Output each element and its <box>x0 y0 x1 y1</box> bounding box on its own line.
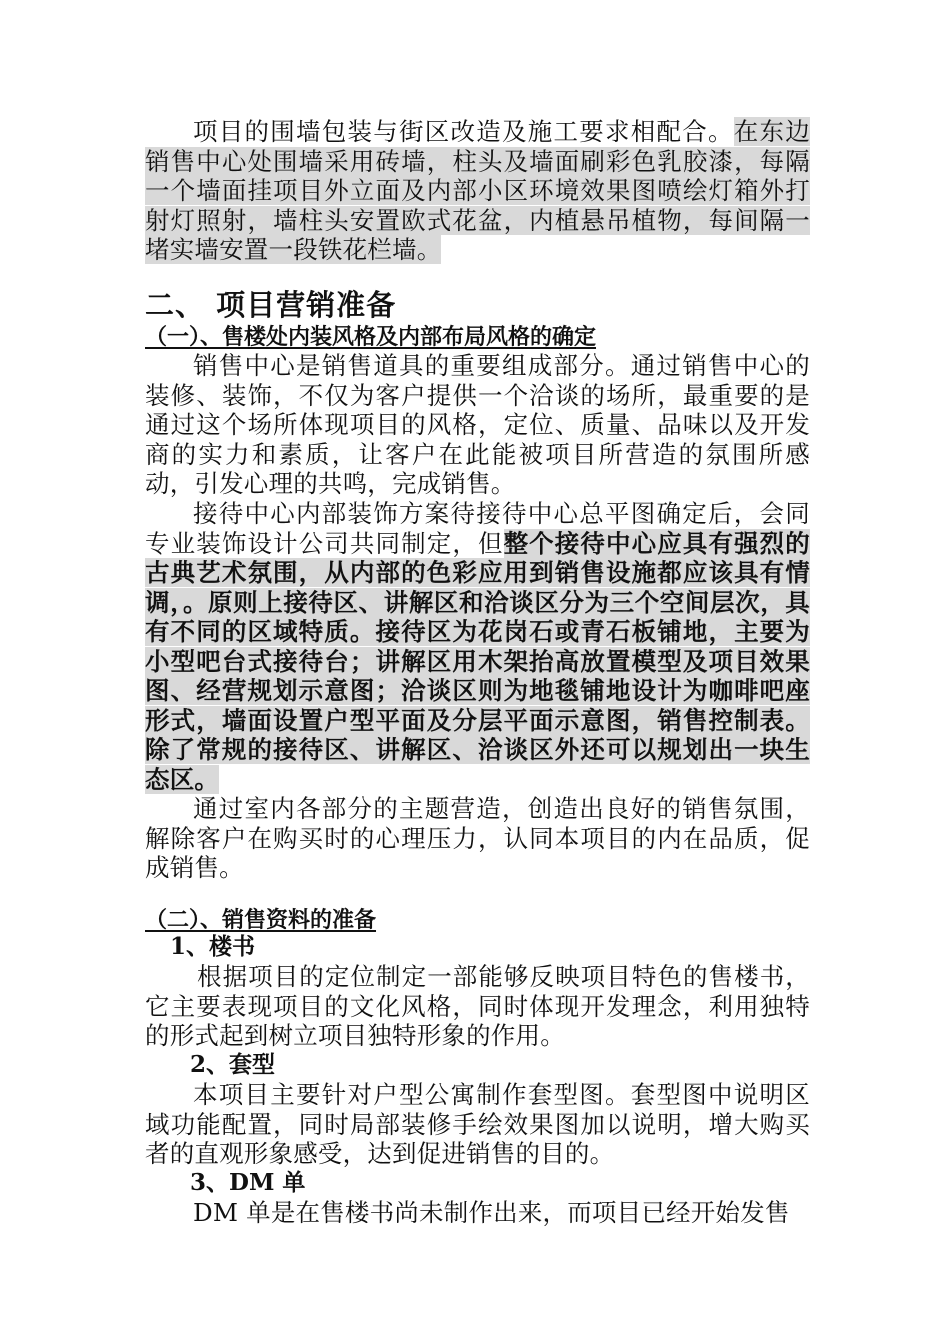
item-title-brochure: 1、楼书 <box>170 933 256 960</box>
item-title-unit-types: 2、套型 <box>190 1051 276 1078</box>
brochure-paragraph <box>145 962 810 1051</box>
brochure-text: 根据项目的定位制定一部能够反映项目特色的售楼书，它主要表现项目的文化风格，同时体现开发理念，利用独特的形式起到树立项目独特形象的作用。 <box>145 962 810 1050</box>
sales-center-paragraph <box>145 351 810 499</box>
section-heading-marketing-prep: 二、 项目营销准备 <box>145 288 397 322</box>
interior-plan-text: 接待中心内部装饰方案待接待中心总平图确定后，会同专业装饰设计公司共同制定，但 <box>145 499 810 558</box>
item-title-dm-flyer: 3、DM 单 <box>190 1169 306 1196</box>
unit-types-text: 本项目主要针对户型公寓制作套型图。套型图中说明区域功能配置，同时局部装修手绘效果图加以说明，增大购买者的直观形象感受，达到促进销售的目的。 <box>145 1080 810 1168</box>
intro-paragraph <box>145 117 810 265</box>
sales-center-text: 销售中心是销售道具的重要组成部分。通过销售中心的装修、装饰，不仅为客户提供一个洽谈的场所，最重要的是通过这个场所体现项目的风格，定位、质量、品味以及开发商的实力和素质，让客户在此能被项目所营造的氛围所感动，引发心理的共鸣，完成销售。 <box>145 351 810 498</box>
subsection-title-sales-materials: （二）、销售资料的准备 <box>145 907 377 933</box>
dm-flyer-text: DM 单是在售楼书尚未制作出来，而项目已经开始发售 <box>193 1198 790 1227</box>
subsection-title-sales-office-style: （一）、售楼处内装风格及内部布局风格的确定 <box>145 324 597 350</box>
dm-flyer-paragraph <box>145 1198 810 1228</box>
interior-plan-highlighted-bold: 整个接待中心应具有强烈的古典艺术氛围，从内部的色彩应用到销售设施都应该具有情调，。原则上接待区、讲解区和洽谈区分为三个空间层次，具有不同的区域特质。接待区为花岗石或青石板铺地，主要为小型吧台式接待台；讲解区用木架抬高放置模型及项目效果图、经营规划示意图；洽谈区则为地毯铺地设计为咖啡吧座形式，墙面设置户型平面及分层平面示意图，销售控制表。除了常规的接待区、讲解区、洽谈区外还可以规划出一块生态区。 <box>145 528 810 794</box>
interior-plan-paragraph <box>145 499 810 794</box>
intro-text-highlighted: 在东边销售中心处围墙采用砖墙，柱头及墙面刷彩色乳胶漆，每隔一个墙面挂项目外立面及内部小区环境效果图喷绘灯箱外打射灯照射，墙柱头安置欧式花盆，内植悬吊植物，每间隔一堵实墙安置一段铁花栏墙。 <box>145 117 811 264</box>
intro-text-plain: 项目的围墙包装与街区改造及施工要求相配合。 <box>193 117 734 146</box>
atmosphere-text: 通过室内各部分的主题营造，创造出良好的销售氛围，解除客户在购买时的心理压力，认同本项目的内在品质，促成销售。 <box>145 794 810 882</box>
atmosphere-paragraph <box>145 794 810 883</box>
unit-types-paragraph <box>145 1080 810 1169</box>
